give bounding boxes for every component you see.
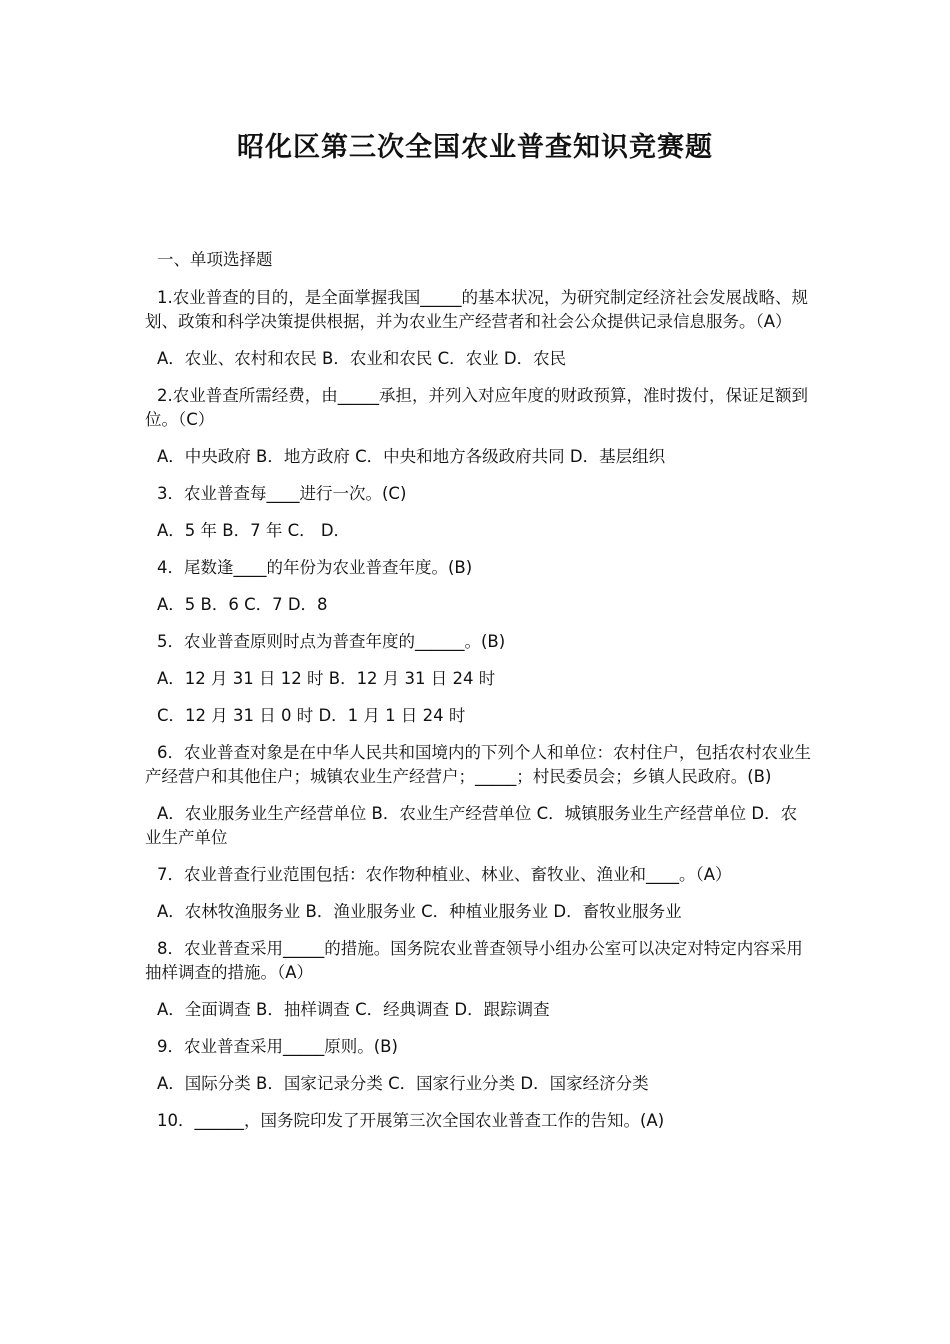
- question-7-options: A．农林牧渔服务业 B．渔业服务业 C．种植业服务业 D．畜牧业服务业: [157, 902, 682, 921]
- question-10: 10．______，国务院印发了开展第三次全国农业普查工作的告知。(A): [157, 1111, 665, 1130]
- question-5-options-ab: A．12 月 31 日 12 时 B．12 月 31 日 24 时: [157, 669, 496, 688]
- question-6-options: A．农业服务业生产经营单位 B．农业生产经营单位 C．城镇服务业生产经营单位 D．农业生产单位: [145, 804, 798, 847]
- section-heading: 一、单项选择题: [157, 250, 273, 269]
- question-8: 8．农业普查采用_____的措施。国务院农业普查领导小组办公室可以决定对特定内容采用抽样调查的措施。（A）: [145, 939, 803, 982]
- question-3-options: A．5 年 B．7 年 C． D．: [157, 521, 351, 540]
- question-1: 1.农业普查的目的，是全面掌握我国_____的基本状况，为研究制定经济社会发展战略、规划、政策和科学决策提供根据，并为农业生产经营者和社会公众提供记录信息服务。（A）: [145, 288, 808, 331]
- question-5-options-cd: C．12 月 31 日 0 时 D．1 月 1 日 24 时: [157, 706, 466, 725]
- document-body: [145, 248, 813, 1146]
- question-2: 2.农业普查所需经费，由_____承担，并列入对应年度的财政预算，准时拨付，保证足额到位。（C）: [145, 386, 808, 429]
- question-3: 3．农业普查每____进行一次。(C): [157, 484, 407, 503]
- document-title: 昭化区第三次全国农业普查知识竞赛题: [237, 132, 713, 163]
- question-8-options: A．全面调查 B．抽样调查 C．经典调查 D．跟踪调查: [157, 1000, 550, 1019]
- question-9-options: A．国际分类 B．国家记录分类 C．国家行业分类 D．国家经济分类: [157, 1074, 649, 1093]
- question-9: 9．农业普查采用_____原则。(B): [157, 1037, 398, 1056]
- question-2-options: A．中央政府 B．地方政府 C．中央和地方各级政府共同 D．基层组织: [157, 447, 666, 466]
- question-7: 7．农业普查行业范围包括：农作物种植业、林业、畜牧业、渔业和____。（A）: [157, 865, 732, 884]
- question-1-options: A．农业、农村和农民 B．农业和农民 C．农业 D．农民: [157, 349, 567, 368]
- question-5: 5．农业普查原则时点为普查年度的______。(B): [157, 632, 506, 651]
- question-4: 4．尾数逢____的年份为农业普查年度。(B): [157, 558, 473, 577]
- question-6: 6．农业普查对象是在中华人民共和国境内的下列个人和单位：农村住户，包括农村农业生产经营户和其他住户；城镇农业生产经营户；_____；村民委员会；乡镇人民政府。(B): [145, 743, 811, 786]
- question-4-options: A．5 B．6 C．7 D．8: [157, 595, 328, 614]
